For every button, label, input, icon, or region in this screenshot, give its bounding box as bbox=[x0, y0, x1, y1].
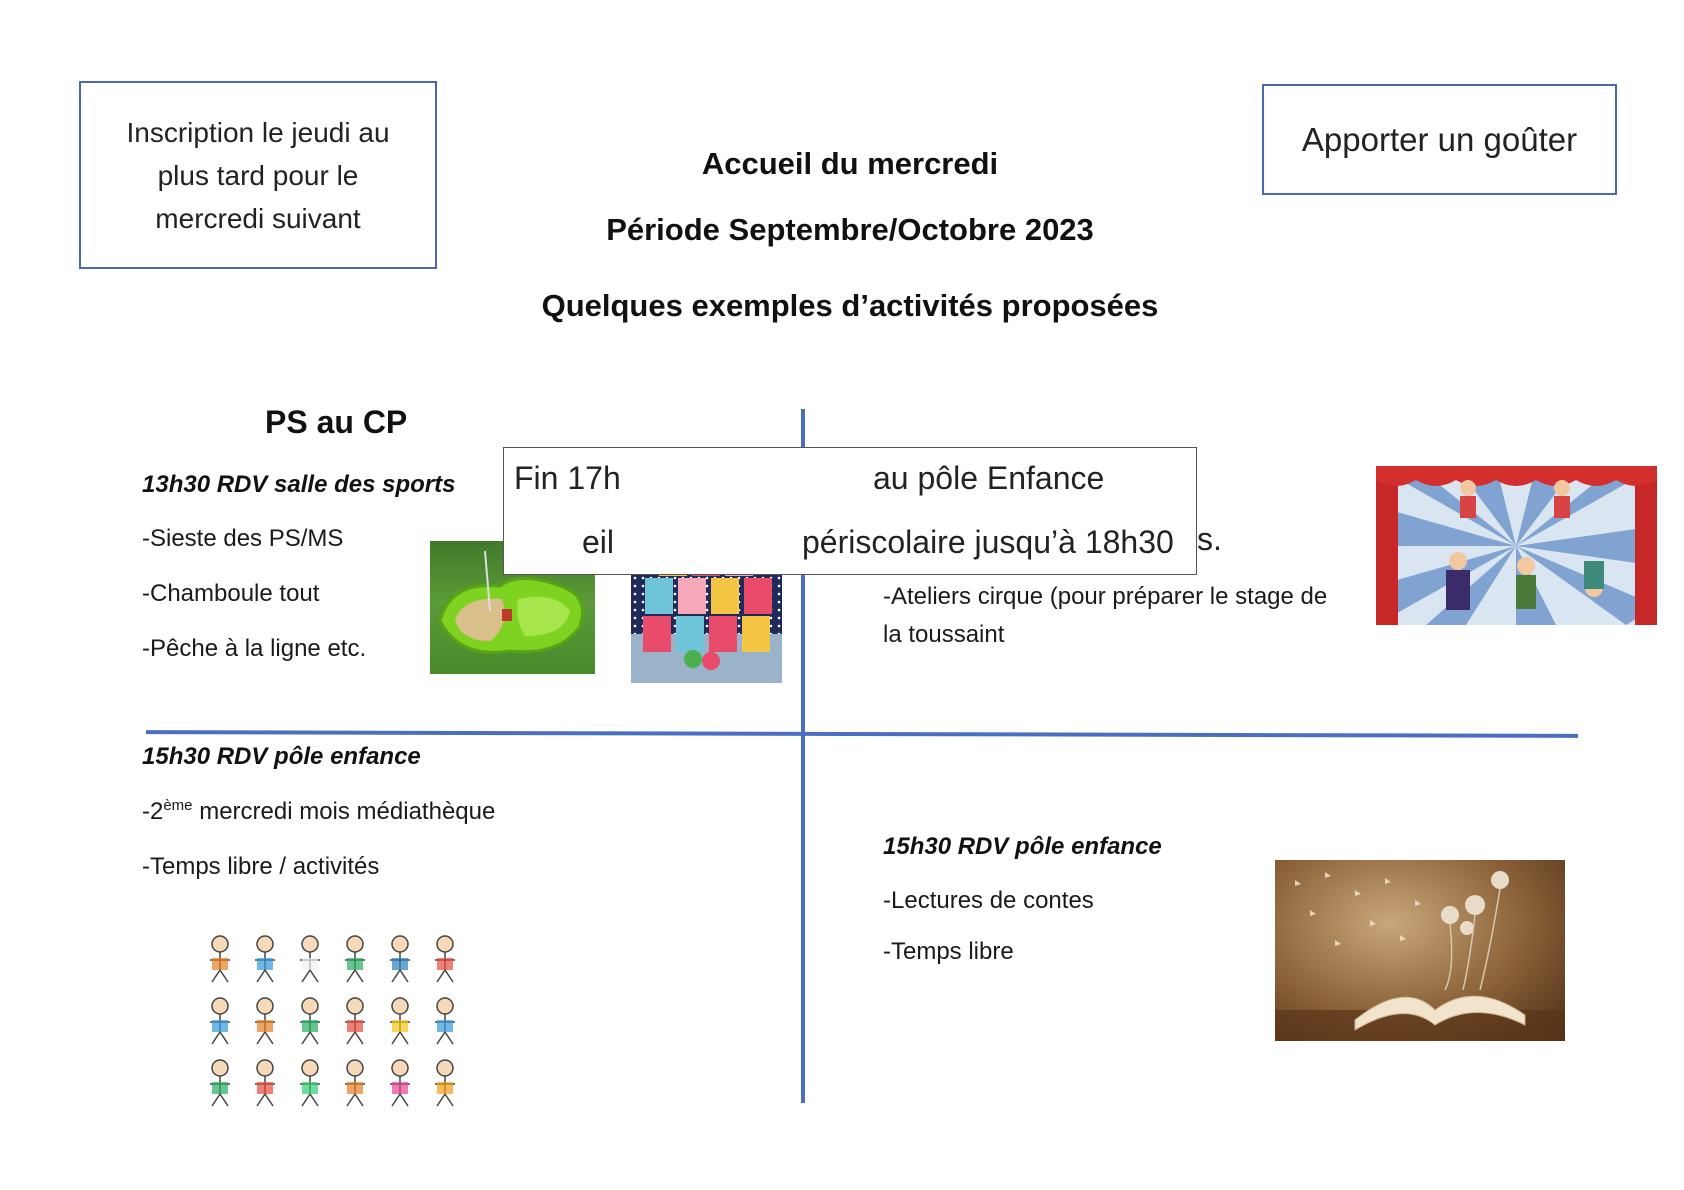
pickup-time-notice bbox=[503, 447, 1197, 575]
book-image bbox=[1275, 860, 1565, 1041]
activity-item: -Temps libre / activités bbox=[142, 853, 380, 880]
pickup-line2-right: périscolaire jusqu’à 18h30 bbox=[802, 524, 1174, 560]
registration-notice-line3: mercredi suivant bbox=[155, 202, 361, 234]
circus-image bbox=[1376, 466, 1657, 625]
horizontal-divider bbox=[146, 730, 1578, 738]
activity-item-circus: -Ateliers cirque (pour préparer le stage de la toussaint bbox=[883, 583, 1328, 648]
children-activities-image bbox=[200, 930, 470, 1115]
rdv-sports-hall: 13h30 RDV salle des sports bbox=[142, 471, 456, 498]
activity-item: -Sieste des PS/MS bbox=[142, 525, 344, 552]
activity-item: -Pêche à la ligne etc. bbox=[142, 635, 367, 662]
pickup-line1-left: Fin 17h bbox=[514, 460, 621, 496]
pickup-line2-tail: s. bbox=[1197, 521, 1222, 557]
pickup-line2-left: eil bbox=[582, 524, 615, 560]
registration-notice-line1: Inscription le jeudi au bbox=[126, 116, 390, 148]
page-title: Accueil du mercredi bbox=[701, 146, 999, 181]
activity-item: -Chamboule tout bbox=[142, 580, 320, 607]
pickup-line1-right: au pôle Enfance bbox=[873, 460, 1105, 496]
activity-item: -Temps libre bbox=[883, 938, 1014, 965]
activity-item: -Lectures de contes bbox=[883, 887, 1094, 914]
registration-notice-line2: plus tard pour le bbox=[157, 159, 359, 191]
snack-notice-text: Apporter un goûter bbox=[1301, 120, 1578, 158]
age-group-heading: PS au CP bbox=[265, 404, 408, 440]
rdv-childhood-center-right: 15h30 RDV pôle enfance bbox=[883, 833, 1162, 860]
rdv-childhood-center-left: 15h30 RDV pôle enfance bbox=[142, 743, 421, 770]
activities-subtitle: Quelques exemples d’activités proposées bbox=[541, 288, 1159, 323]
activity-item: -2ème mercredi mois médiathèque bbox=[142, 797, 496, 825]
period-title: Période Septembre/Octobre 2023 bbox=[606, 212, 1094, 247]
